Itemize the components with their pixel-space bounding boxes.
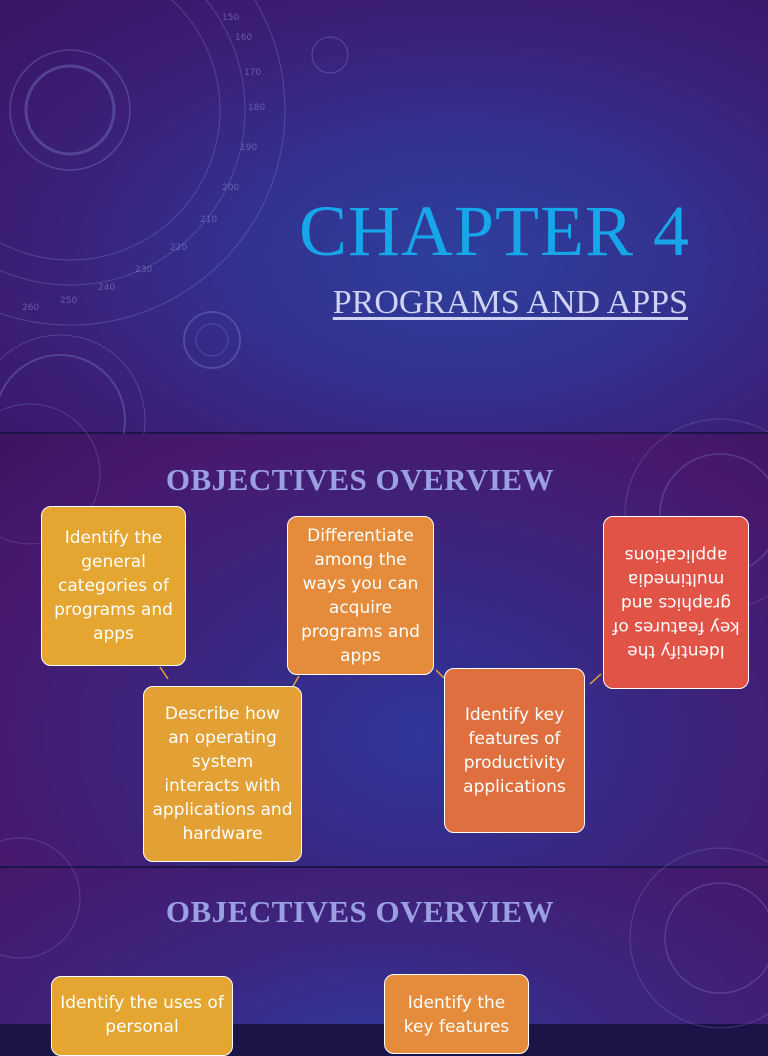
chapter-subtitle: PROGRAMS AND APPS bbox=[332, 284, 688, 321]
dial-tick: 190 bbox=[240, 143, 258, 153]
dial-tick: 240 bbox=[98, 283, 116, 293]
objective-text-5-upside-down: Identify the key features of graphics and multimedia applications bbox=[612, 544, 740, 661]
objectives-slide-continued bbox=[0, 868, 768, 1037]
dial-tick: 180 bbox=[248, 103, 266, 113]
objectives-heading: OBJECTIVES OVERVIEW bbox=[165, 462, 555, 497]
objective-box-1 bbox=[41, 506, 186, 666]
objectives-slide bbox=[0, 434, 768, 866]
objective-text-3: Differentiate among the ways you can acquire programs and apps bbox=[301, 525, 420, 666]
dial-tick: 210 bbox=[200, 215, 218, 225]
objective-box-3 bbox=[287, 516, 434, 675]
dial-tick: 260 bbox=[22, 303, 40, 313]
dial-tick: 150 bbox=[222, 13, 240, 23]
dial-tick: 220 bbox=[170, 243, 188, 253]
objective-box-6 bbox=[51, 976, 233, 1056]
dial-tick: 170 bbox=[244, 68, 262, 78]
dial-tick: 160 bbox=[235, 33, 253, 43]
objective-box-7 bbox=[384, 974, 529, 1054]
dial-tick: 200 bbox=[222, 183, 240, 193]
objective-text-6: Identify the uses of personal bbox=[60, 993, 224, 1037]
objective-text-2: Describe how an operating system interacts with applications and hardware bbox=[152, 704, 293, 844]
objective-box-4 bbox=[444, 668, 585, 833]
chapter-title: CHAPTER 4 bbox=[298, 191, 690, 271]
objective-box-2 bbox=[143, 686, 302, 862]
title-slide bbox=[0, 0, 768, 432]
objective-text-4: Identify key features of productivity applications bbox=[463, 704, 566, 797]
objective-box-5 bbox=[603, 516, 749, 689]
objectives-heading: OBJECTIVES OVERVIEW bbox=[165, 894, 555, 929]
dial-tick: 230 bbox=[135, 265, 153, 275]
objective-text-7: Identify the key features bbox=[403, 993, 510, 1037]
dial-tick: 250 bbox=[60, 296, 78, 306]
objective-text-1: Identify the general categories of programs and apps bbox=[54, 528, 173, 644]
